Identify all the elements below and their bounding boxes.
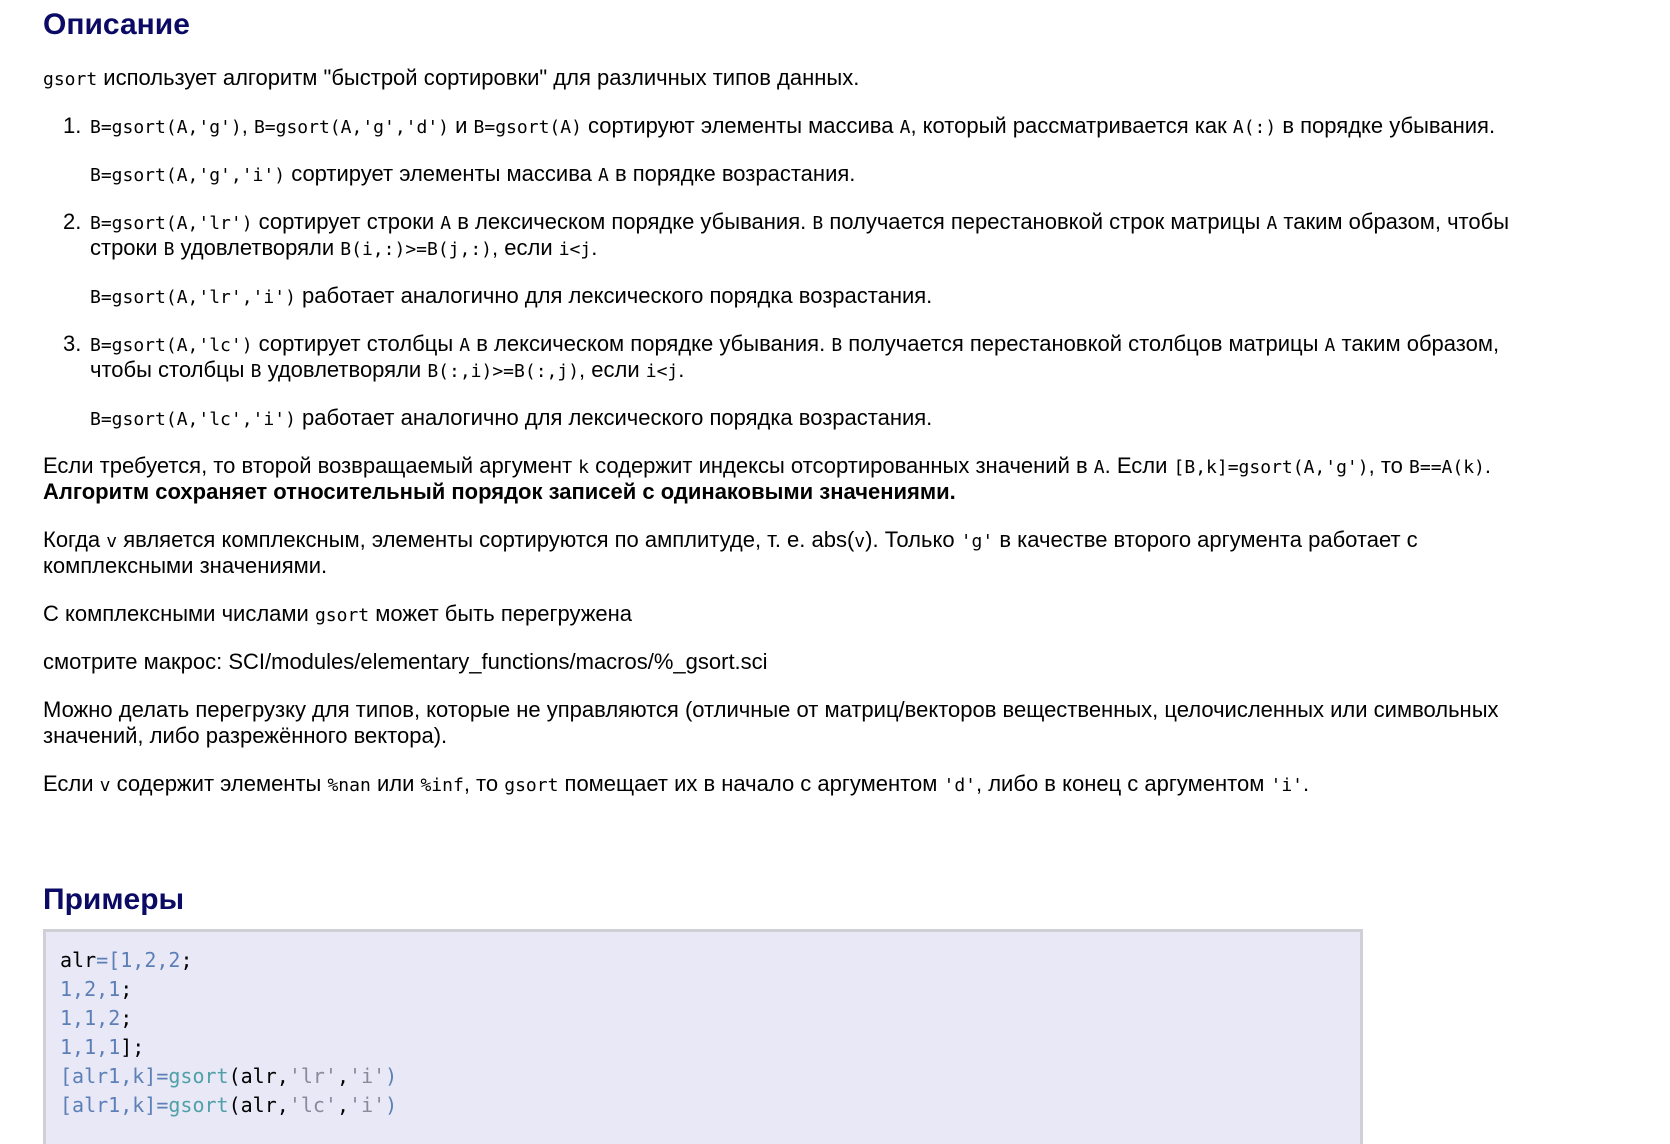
list-item-3-line2: чтобы столбцы B удовлетворяли B(:,i)>=B(:,j), если i<j. <box>90 357 685 382</box>
list-number-3: 3. <box>63 331 82 356</box>
section-heading-examples: Примеры <box>43 883 185 916</box>
paragraph-second-output: Если требуется, то второй возвращаемый аргумент k содержит индексы отсортированных значений в A. Если [B,k]=gsort(A,'g'), то B==A(k). <box>43 453 1491 478</box>
list-number-2: 2. <box>63 209 82 234</box>
paragraph-types: Можно делать перегрузку для типов, которые не управляются (отличные от матриц/векторов вещественных, целочисленных или символьных <box>43 697 1499 722</box>
paragraph-macro-path: смотрите макрос: SCI/modules/elementary_functions/macros/%_gsort.sci <box>43 649 768 674</box>
paragraph-complex-line2: комплексными значениями. <box>43 553 328 578</box>
list-item-3: B=gsort(A,'lc') сортирует столбцы A в лексическом порядке убывания. B получается перестановкой столбцов матрицы A таким образом, <box>90 331 1500 356</box>
paragraph-stable-sort-note: Алгоритм сохраняет относительный порядок записей с одинаковыми значениями. <box>43 479 956 504</box>
list-item-2: B=gsort(A,'lr') сортирует строки A в лексическом порядке убывания. B получается перестановкой строк матрицы A таким образом, чтобы <box>90 209 1510 234</box>
section-heading-description: Описание <box>43 8 190 41</box>
list-item-3-note: B=gsort(A,'lc','i') работает аналогично для лексического порядка возрастания. <box>90 405 933 430</box>
list-item-2-line2: строки B удовлетворяли B(i,:)>=B(j,:), если i<j. <box>90 235 598 260</box>
paragraph-nan-inf: Если v содержит элементы %nan или %inf, то gsort помещает их в начало с аргументом 'd', либо в конец с аргументом 'i'. <box>43 771 1310 796</box>
example-code: alr=[1,2,2; 1,2,1; 1,1,2; 1,1,1]; [alr1,k]=gsort(alr,'lr','i') [alr1,k]=gsort(alr,'lc','i') <box>60 948 398 1117</box>
paragraph-complex: Когда v является комплексным, элементы сортируются по амплитуде, т. е. abs(v). Только 'g' в качестве второго аргумента работает с <box>43 527 1418 552</box>
intro-paragraph: gsort использует алгоритм "быстрой сортировки" для различных типов данных. <box>43 65 860 90</box>
list-item-1-note: B=gsort(A,'g','i') сортирует элементы массива A в порядке возрастания. <box>90 161 856 186</box>
example-code-block[interactable] <box>43 929 1363 1144</box>
paragraph-overload: С комплексными числами gsort может быть перегружена <box>43 601 633 626</box>
paragraph-types-line2: значений, либо разрежённого вектора). <box>43 723 448 748</box>
list-item-1: B=gsort(A,'g'), B=gsort(A,'g','d') и B=gsort(A) сортируют элементы массива A, который рассматривается как A(:) в порядке убывания. <box>90 113 1496 138</box>
list-item-2-note: B=gsort(A,'lr','i') работает аналогично для лексического порядка возрастания. <box>90 283 933 308</box>
list-number-1: 1. <box>63 113 82 138</box>
